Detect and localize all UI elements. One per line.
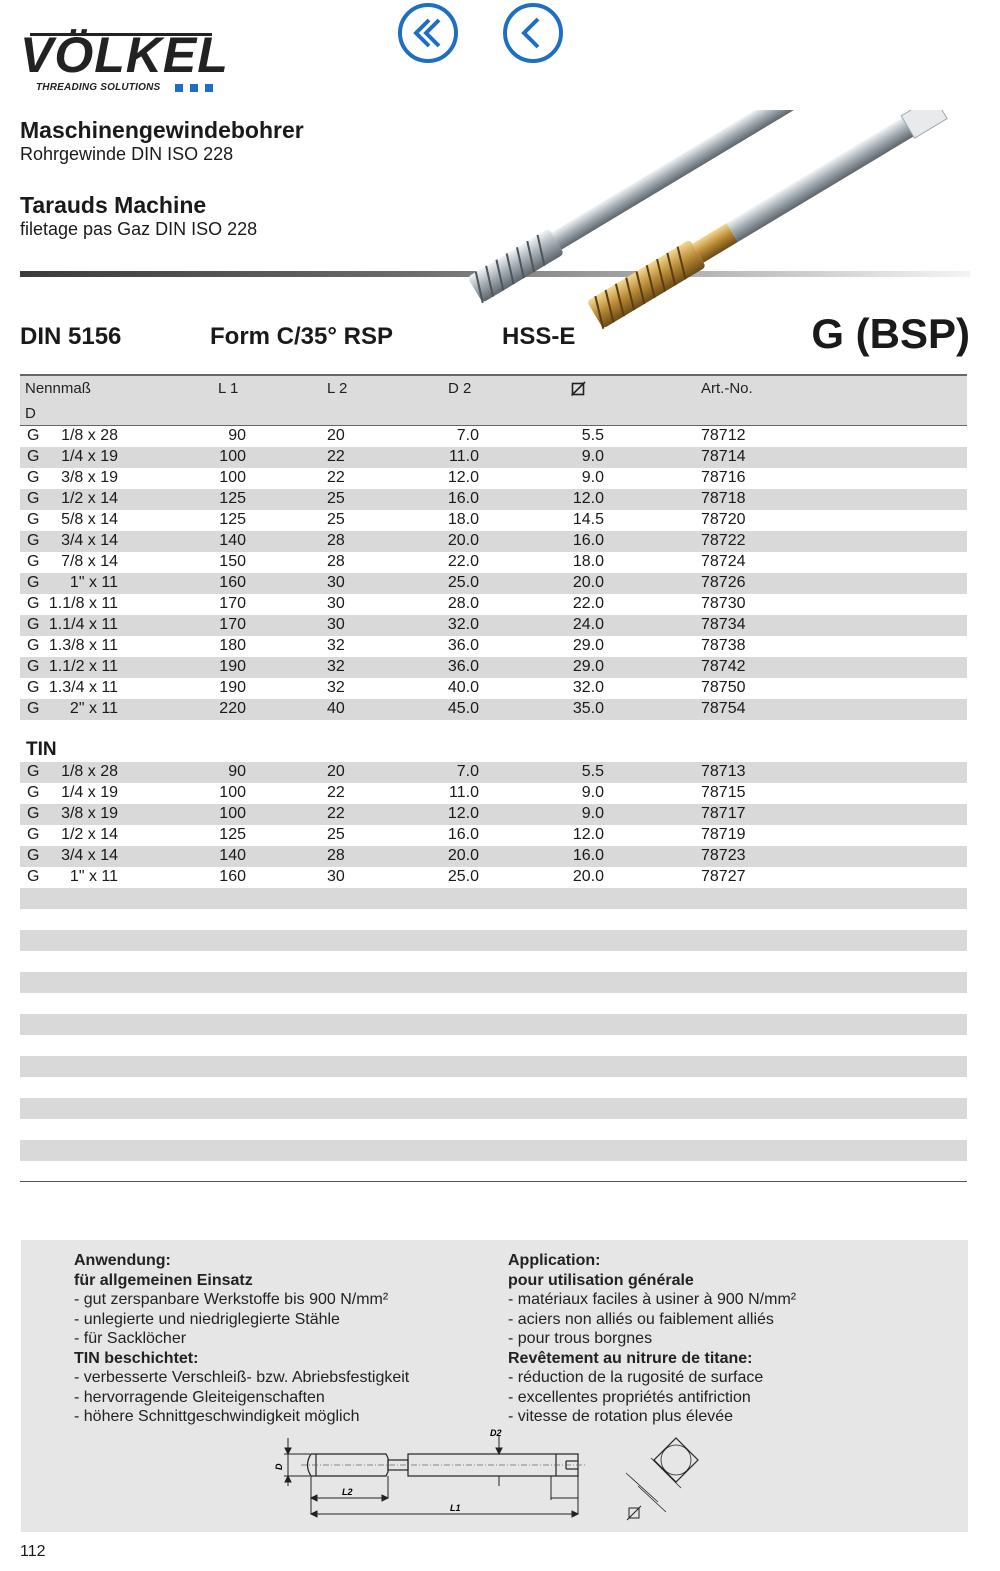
cell-size: 1.1/2 x 11 xyxy=(48,658,118,675)
cell-l2: 30 xyxy=(327,595,345,612)
cell-d2: 18.0 xyxy=(447,511,479,528)
application-item-de: - gut zerspanbare Werkstoffe bis 900 N/mm² xyxy=(74,1291,389,1308)
cell-size: 3/4 x 14 xyxy=(61,532,118,549)
table-row xyxy=(20,489,967,510)
header-nennmass: Nennmaß xyxy=(25,380,91,397)
cell-l2: 28 xyxy=(327,553,345,570)
cell-square: 24.0 xyxy=(572,616,604,633)
cell-d2: 25.0 xyxy=(447,868,479,885)
cell-size: 1.1/4 x 11 xyxy=(48,616,118,633)
tap-dimension-drawing xyxy=(266,1428,716,1528)
coating-item-de: - verbesserte Verschleiß- bzw. Abriebsfestigkeit xyxy=(74,1369,410,1386)
cell-d2: 12.0 xyxy=(447,469,479,486)
header-d2: D 2 xyxy=(448,380,472,397)
cell-l2: 25 xyxy=(327,826,345,843)
cell-square: 20.0 xyxy=(572,574,604,591)
cell-size: 1/2 x 14 xyxy=(61,826,118,843)
table-row xyxy=(20,531,967,552)
cell-size: 1" x 11 xyxy=(69,868,118,885)
cell-square: 12.0 xyxy=(572,490,604,507)
cell-g: G xyxy=(27,679,40,696)
table-row xyxy=(20,426,967,447)
header-d: D xyxy=(25,405,36,422)
application-title-de: Anwendung: xyxy=(74,1252,171,1269)
coating-title-fr: Revêtement au nitrure de titane: xyxy=(508,1349,753,1367)
product-image xyxy=(455,110,975,335)
application-item-fr: - matériaux faciles à usiner à 900 N/mm² xyxy=(508,1291,797,1308)
form-label: Form C/35° RSP xyxy=(210,323,393,350)
cell-l1: 220 xyxy=(219,700,246,717)
logo-square xyxy=(190,84,198,92)
cell-art-no: 78714 xyxy=(701,448,746,465)
cell-d2: 20.0 xyxy=(447,847,479,864)
square-size-icon xyxy=(571,381,586,396)
coating-item-fr: - réduction de la rugosité de surface xyxy=(508,1369,764,1386)
cell-art-no: 78724 xyxy=(701,553,746,570)
table-row xyxy=(20,573,967,594)
empty-row xyxy=(20,1140,967,1161)
cell-l2: 30 xyxy=(327,574,345,591)
cell-square: 20.0 xyxy=(572,868,604,885)
thread-type-label: G (BSP) xyxy=(811,310,970,357)
cell-g: G xyxy=(27,595,40,612)
application-item-de: - für Sacklöcher xyxy=(74,1330,187,1347)
cell-art-no: 78726 xyxy=(701,574,746,591)
cell-art-no: 78734 xyxy=(701,616,746,633)
table-row xyxy=(20,825,967,846)
cell-art-no: 78715 xyxy=(701,784,746,801)
cell-l1: 190 xyxy=(219,679,246,696)
table-header xyxy=(20,374,967,426)
cell-g: G xyxy=(27,553,40,570)
cell-d2: 7.0 xyxy=(456,763,479,780)
subtitle-german: Rohrgewinde DIN ISO 228 xyxy=(20,144,234,164)
cell-square: 9.0 xyxy=(581,805,604,822)
cell-size: 1.3/8 x 11 xyxy=(48,637,118,654)
cell-d2: 32.0 xyxy=(447,616,479,633)
empty-row xyxy=(20,972,967,993)
cell-square: 9.0 xyxy=(581,784,604,801)
cell-size: 2" x 11 xyxy=(69,700,118,717)
cell-g: G xyxy=(27,469,40,486)
empty-row xyxy=(20,888,967,909)
table-row xyxy=(20,615,967,636)
cell-g: G xyxy=(27,826,40,843)
cell-art-no: 78742 xyxy=(701,658,746,675)
dim-l2-label: L2 xyxy=(342,1487,353,1497)
cell-square: 16.0 xyxy=(572,847,604,864)
info-box xyxy=(21,1240,968,1532)
cell-g: G xyxy=(27,616,40,633)
header-l2: L 2 xyxy=(327,380,348,397)
table-row xyxy=(20,762,967,783)
cell-l1: 140 xyxy=(219,847,246,864)
cell-l1: 100 xyxy=(219,784,246,801)
cell-size: 7/8 x 14 xyxy=(61,553,118,570)
cell-l2: 25 xyxy=(327,511,345,528)
cell-square: 5.5 xyxy=(581,763,604,780)
cell-size: 1/8 x 28 xyxy=(61,763,118,780)
cell-l1: 125 xyxy=(219,511,246,528)
cell-size: 1/8 x 28 xyxy=(61,427,118,444)
cell-size: 3/8 x 19 xyxy=(61,805,118,822)
cell-d2: 25.0 xyxy=(447,574,479,591)
cell-g: G xyxy=(27,763,40,780)
cell-g: G xyxy=(27,427,40,444)
cell-g: G xyxy=(27,448,40,465)
cell-g: G xyxy=(27,532,40,549)
cell-l2: 32 xyxy=(327,679,345,696)
cell-g: G xyxy=(27,574,40,591)
application-title-fr: Application: xyxy=(508,1252,601,1269)
cell-square: 32.0 xyxy=(572,679,604,696)
cell-art-no: 78717 xyxy=(701,805,746,822)
cell-l1: 100 xyxy=(219,805,246,822)
cell-art-no: 78718 xyxy=(701,490,746,507)
application-item-fr: - aciers non alliés ou faiblement alliés xyxy=(508,1310,774,1328)
subtitle-french: filetage pas Gaz DIN ISO 228 xyxy=(20,219,258,239)
cell-square: 22.0 xyxy=(572,595,604,612)
logo-square xyxy=(205,84,213,92)
cell-art-no: 78723 xyxy=(701,847,746,864)
cell-square: 16.0 xyxy=(572,532,604,549)
cell-d2: 11.0 xyxy=(449,448,479,465)
cell-square: 18.0 xyxy=(572,553,604,570)
cell-g: G xyxy=(27,784,40,801)
cell-art-no: 78727 xyxy=(701,868,746,885)
cell-size: 1/4 x 19 xyxy=(61,784,118,801)
application-subtitle-de: für allgemeinen Einsatz xyxy=(74,1271,253,1289)
cell-square: 29.0 xyxy=(572,637,604,654)
cell-g: G xyxy=(27,490,40,507)
title-german: Maschinengewindebohrer xyxy=(20,117,304,143)
application-item-de: - unlegierte und niedriglegierte Stähle xyxy=(74,1310,340,1328)
page-number: 112 xyxy=(20,1543,46,1560)
cell-d2: 28.0 xyxy=(447,595,479,612)
application-subtitle-fr: pour utilisation générale xyxy=(508,1271,694,1289)
cell-square: 29.0 xyxy=(572,658,604,675)
cell-l1: 90 xyxy=(228,427,246,444)
cell-art-no: 78730 xyxy=(701,595,746,612)
cell-l1: 160 xyxy=(219,868,246,885)
norm-label: DIN 5156 xyxy=(20,323,122,350)
cell-l1: 125 xyxy=(219,826,246,843)
table-row xyxy=(20,510,967,531)
cell-l2: 20 xyxy=(327,427,345,444)
double-chevron-left-icon xyxy=(400,5,456,61)
cell-square: 9.0 xyxy=(581,448,604,465)
logo-square xyxy=(175,84,183,92)
cell-art-no: 78712 xyxy=(701,427,746,444)
header-art-no: Art.-No. xyxy=(701,380,753,397)
header-l1: L 1 xyxy=(218,380,239,397)
dim-d-label: D xyxy=(274,1463,284,1470)
cell-l2: 30 xyxy=(327,868,345,885)
cell-l2: 30 xyxy=(327,616,345,633)
cell-g: G xyxy=(27,847,40,864)
cell-square: 5.5 xyxy=(581,427,604,444)
cell-l2: 28 xyxy=(327,532,345,549)
dim-d2-label: D2 xyxy=(490,1428,502,1438)
cell-size: 3/4 x 14 xyxy=(61,847,118,864)
cell-square: 9.0 xyxy=(581,469,604,486)
cell-d2: 36.0 xyxy=(447,637,479,654)
cell-size: 5/8 x 14 xyxy=(61,511,118,528)
cell-l2: 20 xyxy=(327,763,345,780)
info-french xyxy=(508,1251,796,1427)
cell-g: G xyxy=(27,868,40,885)
cell-art-no: 78719 xyxy=(701,826,746,843)
cell-d2: 40.0 xyxy=(447,679,479,696)
cell-size: 1.3/4 x 11 xyxy=(48,679,118,696)
cell-d2: 11.0 xyxy=(449,784,479,801)
cell-l2: 32 xyxy=(327,658,345,675)
cell-g: G xyxy=(27,658,40,675)
cell-art-no: 78713 xyxy=(701,763,746,780)
table-row xyxy=(20,468,967,489)
table-row xyxy=(20,867,967,888)
cell-l1: 190 xyxy=(219,658,246,675)
cell-d2: 12.0 xyxy=(447,805,479,822)
cell-l2: 28 xyxy=(327,847,345,864)
cell-g: G xyxy=(27,805,40,822)
cell-size: 1.1/8 x 11 xyxy=(48,595,118,612)
cell-g: G xyxy=(27,511,40,528)
cell-art-no: 78722 xyxy=(701,532,746,549)
coating-item-de: - höhere Schnittgeschwindigkeit möglich xyxy=(74,1408,360,1425)
back-button[interactable] xyxy=(502,2,564,64)
cell-l1: 160 xyxy=(219,574,246,591)
square-size-icon xyxy=(627,1506,641,1520)
cell-art-no: 78738 xyxy=(701,637,746,654)
cell-l1: 180 xyxy=(219,637,246,654)
table-row xyxy=(20,678,967,699)
coating-item-fr: - vitesse de rotation plus élevée xyxy=(508,1408,734,1425)
cell-l2: 32 xyxy=(327,637,345,654)
table-row xyxy=(20,636,967,657)
cell-l2: 22 xyxy=(327,784,345,801)
empty-row xyxy=(20,1014,967,1035)
cell-art-no: 78754 xyxy=(701,700,746,717)
cell-size: 1" x 11 xyxy=(69,574,118,591)
cell-l1: 170 xyxy=(219,616,246,633)
cell-l2: 22 xyxy=(327,448,345,465)
info-german xyxy=(74,1251,409,1427)
cell-art-no: 78720 xyxy=(701,511,746,528)
coating-item-fr: - excellentes propriétés antifriction xyxy=(508,1388,751,1406)
cell-l1: 140 xyxy=(219,532,246,549)
cell-size: 1/4 x 19 xyxy=(61,448,118,465)
first-page-button[interactable] xyxy=(397,2,459,64)
cell-square: 35.0 xyxy=(572,700,604,717)
coating-item-de: - hervorragende Gleiteigenschaften xyxy=(74,1388,325,1406)
cell-l1: 150 xyxy=(219,553,246,570)
cell-l1: 90 xyxy=(228,763,246,780)
title-french: Tarauds Machine xyxy=(20,192,207,218)
cell-d2: 36.0 xyxy=(447,658,479,675)
brand-logo: VÖLKEL xyxy=(20,27,229,83)
cell-l1: 125 xyxy=(219,490,246,507)
coating-title-de: TIN beschichtet: xyxy=(74,1349,199,1367)
brand-tagline: THREADING SOLUTIONS xyxy=(36,82,161,93)
gold-tap xyxy=(587,110,949,329)
table-row xyxy=(20,699,967,720)
cell-d2: 22.0 xyxy=(447,553,479,570)
cell-d2: 7.0 xyxy=(456,427,479,444)
cell-l1: 170 xyxy=(219,595,246,612)
table-row xyxy=(20,804,967,825)
application-item-fr: - pour trous borgnes xyxy=(508,1330,653,1347)
table-row xyxy=(20,594,967,615)
cell-d2: 20.0 xyxy=(447,532,479,549)
cell-size: 1/2 x 14 xyxy=(61,490,118,507)
chevron-left-icon xyxy=(505,5,561,61)
cell-g: G xyxy=(27,700,40,717)
cell-l2: 25 xyxy=(327,490,345,507)
cell-size: 3/8 x 19 xyxy=(61,469,118,486)
material-label: HSS-E xyxy=(502,323,576,350)
table-row xyxy=(20,447,967,468)
cell-d2: 16.0 xyxy=(447,826,479,843)
empty-row xyxy=(20,1098,967,1119)
cell-l2: 22 xyxy=(327,469,345,486)
empty-row xyxy=(20,930,967,951)
table-row xyxy=(20,657,967,678)
cell-l1: 100 xyxy=(219,448,246,465)
table-row xyxy=(20,846,967,867)
cell-d2: 45.0 xyxy=(447,700,479,717)
table-end-rule xyxy=(20,1181,967,1182)
table-row xyxy=(20,783,967,804)
table-row xyxy=(20,552,967,573)
cell-square: 14.5 xyxy=(572,511,604,528)
cell-l2: 40 xyxy=(327,700,345,717)
cell-l2: 22 xyxy=(327,805,345,822)
cell-d2: 16.0 xyxy=(447,490,479,507)
cell-l1: 100 xyxy=(219,469,246,486)
dim-l1-label: L1 xyxy=(450,1503,461,1513)
cell-g: G xyxy=(27,637,40,654)
cell-art-no: 78716 xyxy=(701,469,746,486)
cell-art-no: 78750 xyxy=(701,679,746,696)
cell-square: 12.0 xyxy=(572,826,604,843)
empty-row xyxy=(20,1056,967,1077)
tin-section-label: TIN xyxy=(26,739,57,760)
